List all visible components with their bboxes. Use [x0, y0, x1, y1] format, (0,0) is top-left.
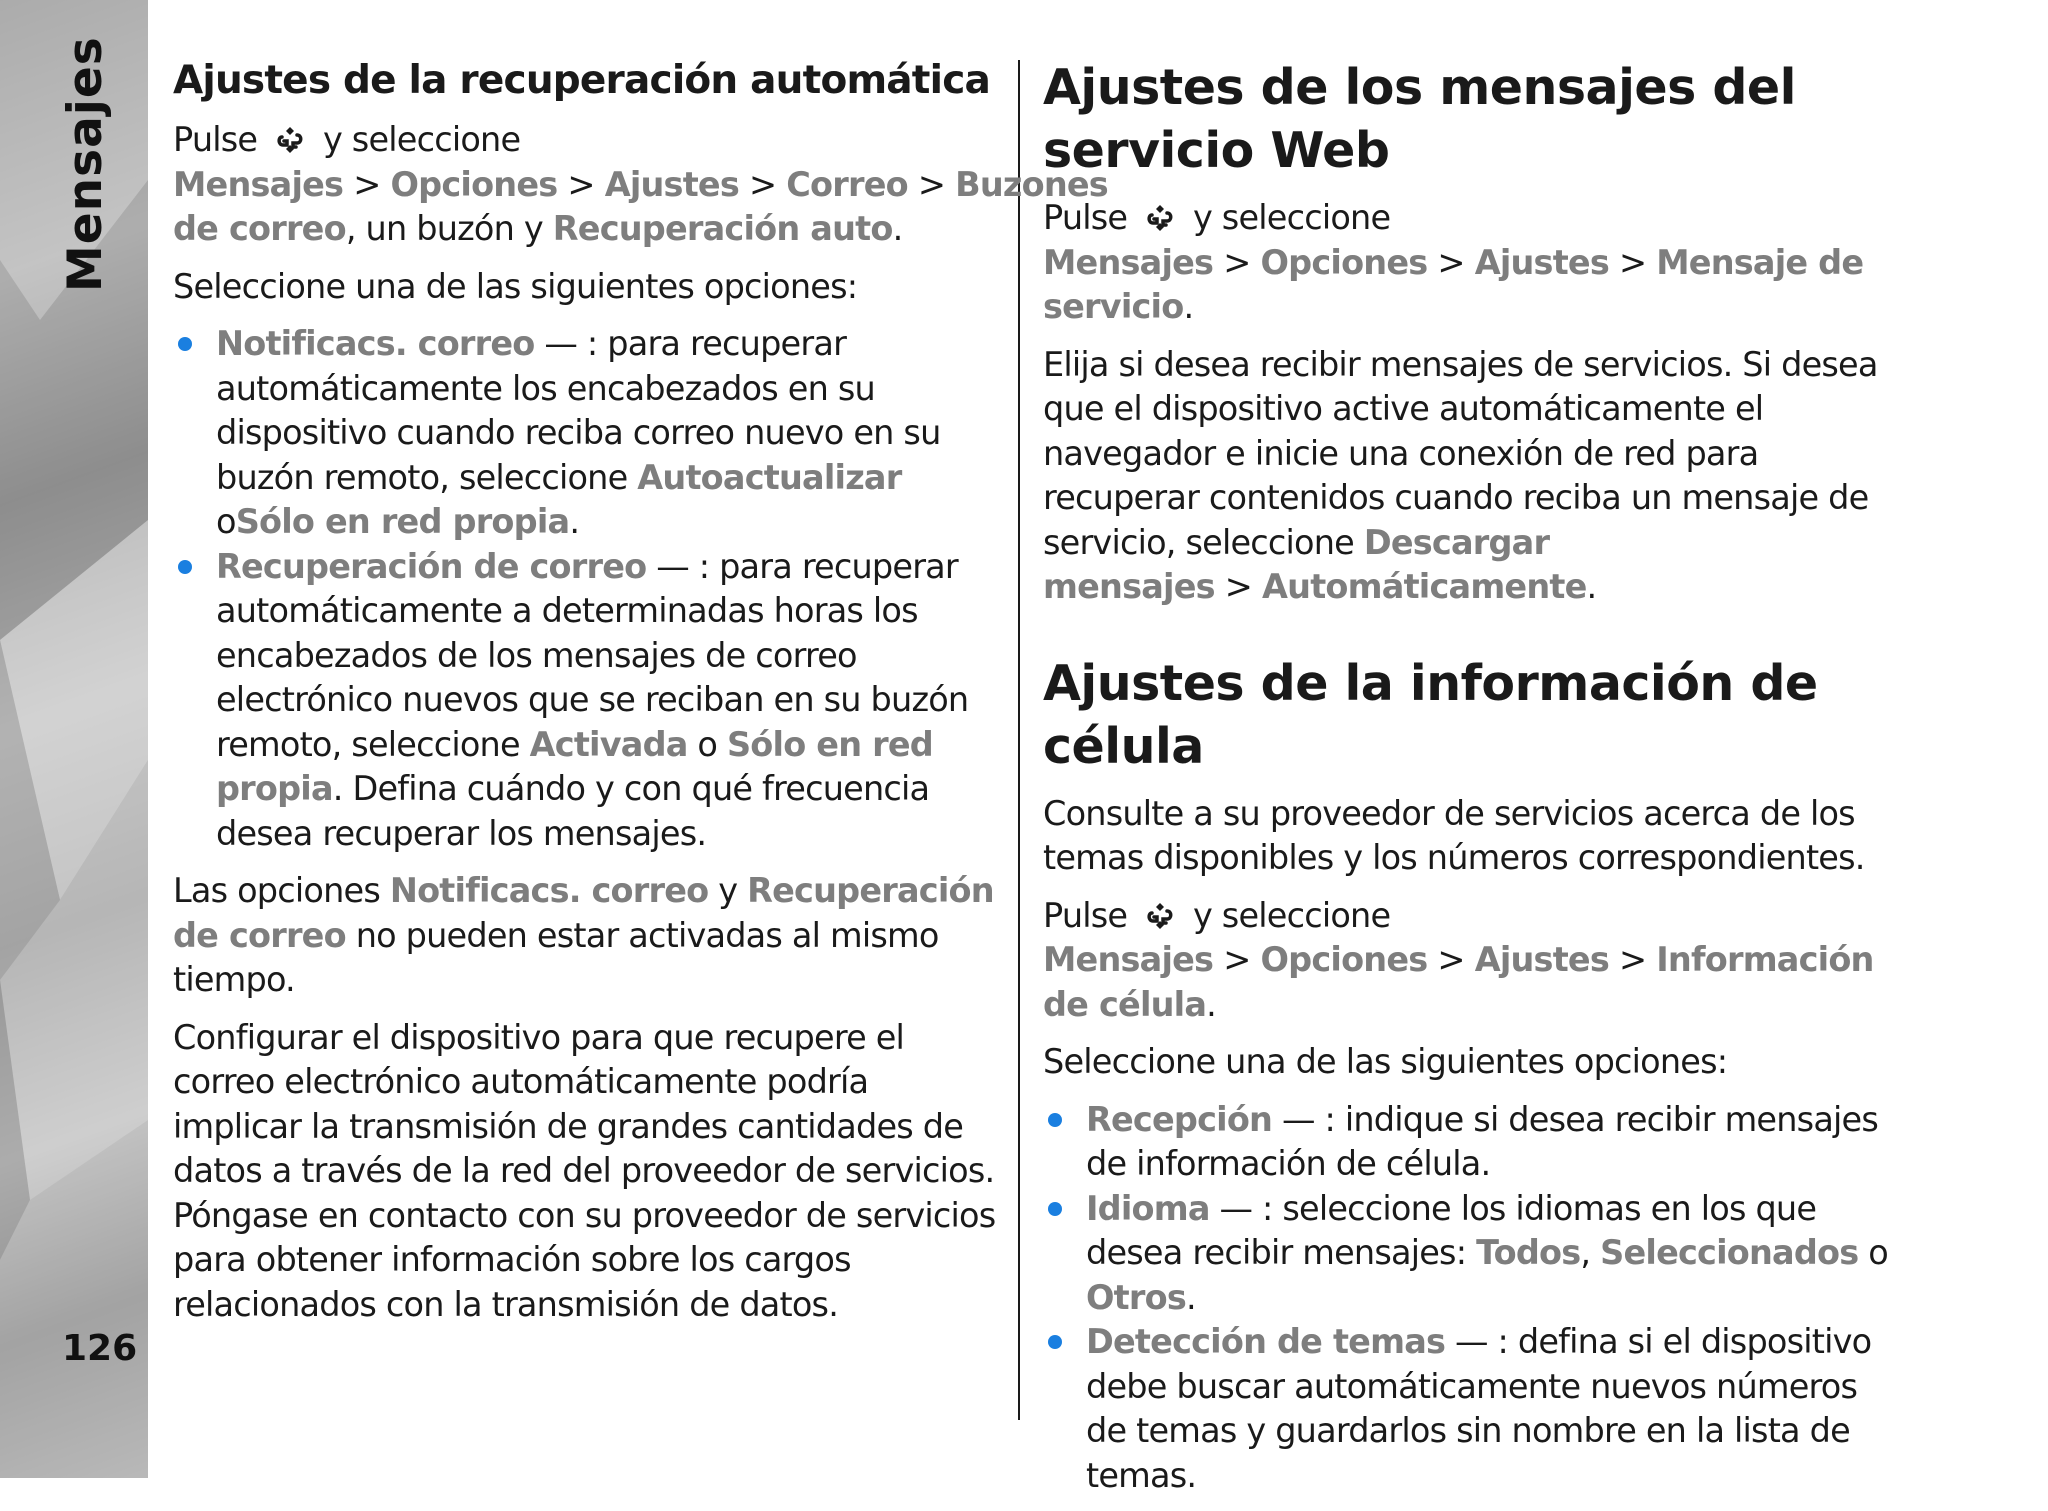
sidebar	[0, 0, 148, 1478]
ui-ajustes: Ajustes	[604, 164, 739, 204]
note-paragraph: Las opciones Notificacs. correo y Recuperación de correo no pueden estar activadas al mismo tiempo.	[173, 871, 994, 999]
list-item: Detección de temas — : defina si el dispositivo debe buscar automáticamente nuevos números de temas y guardarlos sin nombre en la lista de temas.	[1043, 1320, 1903, 1498]
path-cell-info: Pulse y seleccione Mensajes > Opciones > Ajustes > Información de célula.	[1043, 895, 1874, 1024]
option-name: Detección de temas	[1086, 1322, 1446, 1361]
list-item: Idioma — : seleccione los idiomas en los que desea recibir mensajes: Todos, Seleccionados o Otros.	[1043, 1187, 1903, 1321]
option-name: Recuperación de correo	[216, 546, 647, 586]
list-item: Recepción — : indique si desea recibir mensajes de información de célula.	[1043, 1098, 1903, 1187]
option-name: Idioma	[1086, 1188, 1210, 1228]
ui-recuperacion-auto: Recuperación auto	[552, 209, 893, 248]
menu-key-icon	[275, 123, 305, 157]
options-list	[173, 322, 1003, 856]
menu-key-icon	[1145, 201, 1175, 235]
options-intro: Seleccione una de las siguientes opciones:	[173, 266, 858, 306]
option-name: Notificacs. correo	[216, 324, 535, 363]
heading-auto-retrieval: Ajustes de la recuperación automática	[173, 58, 991, 103]
path-auto-retrieval: Pulse y seleccione Mensajes > Opciones > Ajustes > Correo > Buzones de correo, un buzón y Recuperación auto.	[173, 120, 1108, 248]
section-tab: Mensajes	[58, 36, 113, 292]
heading-cell-info: Ajustes de la información de célula	[1043, 654, 1818, 775]
ui-correo: Correo	[786, 164, 908, 204]
cell-intro: Seleccione una de las siguientes opciones:	[1043, 1042, 1728, 1081]
warning-paragraph: Configurar el dispositivo para que recupere el correo electrónico automáticamente podría implicar la transmisión de grandes cantidades de datos a través de la red del proveedor de servicios. Póngase en contacto con su proveedor de servicios para obtener información sobre los cargos relacionados con la transmisión de datos.	[173, 1017, 996, 1324]
web-service-body: Elija si desea recibir mensajes de servicios. Si desea que el dispositivo active automáticamente el navegador e inicie una conexión de red para recuperar contenidos cuando reciba un mensaje de servicio, seleccione Descargar mensajes > Automáticamente.	[1043, 344, 1878, 606]
ui-buzones: Buzones de correo	[173, 164, 1108, 248]
option-name: Recepción	[1086, 1099, 1273, 1139]
page-number: 126	[62, 1328, 138, 1369]
left-column	[173, 56, 1108, 1340]
path-web-service: Pulse y seleccione Mensajes > Opciones > Ajustes > Mensaje de servicio.	[1043, 198, 1864, 326]
right-column	[1043, 56, 1903, 1511]
column-divider	[1018, 60, 1020, 1420]
cell-consult: Consulte a su proveedor de servicios acerca de los temas disponibles y los números correspondientes.	[1043, 793, 1865, 877]
list-item: Recuperación de correo — : para recuperar automáticamente a determinadas horas los encabezados de los mensajes de correo electrónico nuevos que se reciban en su buzón remoto, seleccione Activada o Sólo en red propia. Defina cuándo y con qué frecuencia desea recuperar los mensajes.	[173, 545, 1003, 857]
heading-web-service: Ajustes de los mensajes del servicio Web	[1043, 59, 1796, 179]
cell-options-list	[1043, 1098, 1903, 1499]
ui-mensajes: Mensajes	[173, 164, 344, 204]
menu-key-icon	[1145, 899, 1175, 933]
list-item: Notificacs. correo — : para recuperar automáticamente los encabezados en su dispositivo cuando reciba correo nuevo en su buzón remoto, seleccione Autoactualizar oSólo en red propia.	[173, 322, 1003, 545]
ui-opciones: Opciones	[390, 164, 558, 204]
